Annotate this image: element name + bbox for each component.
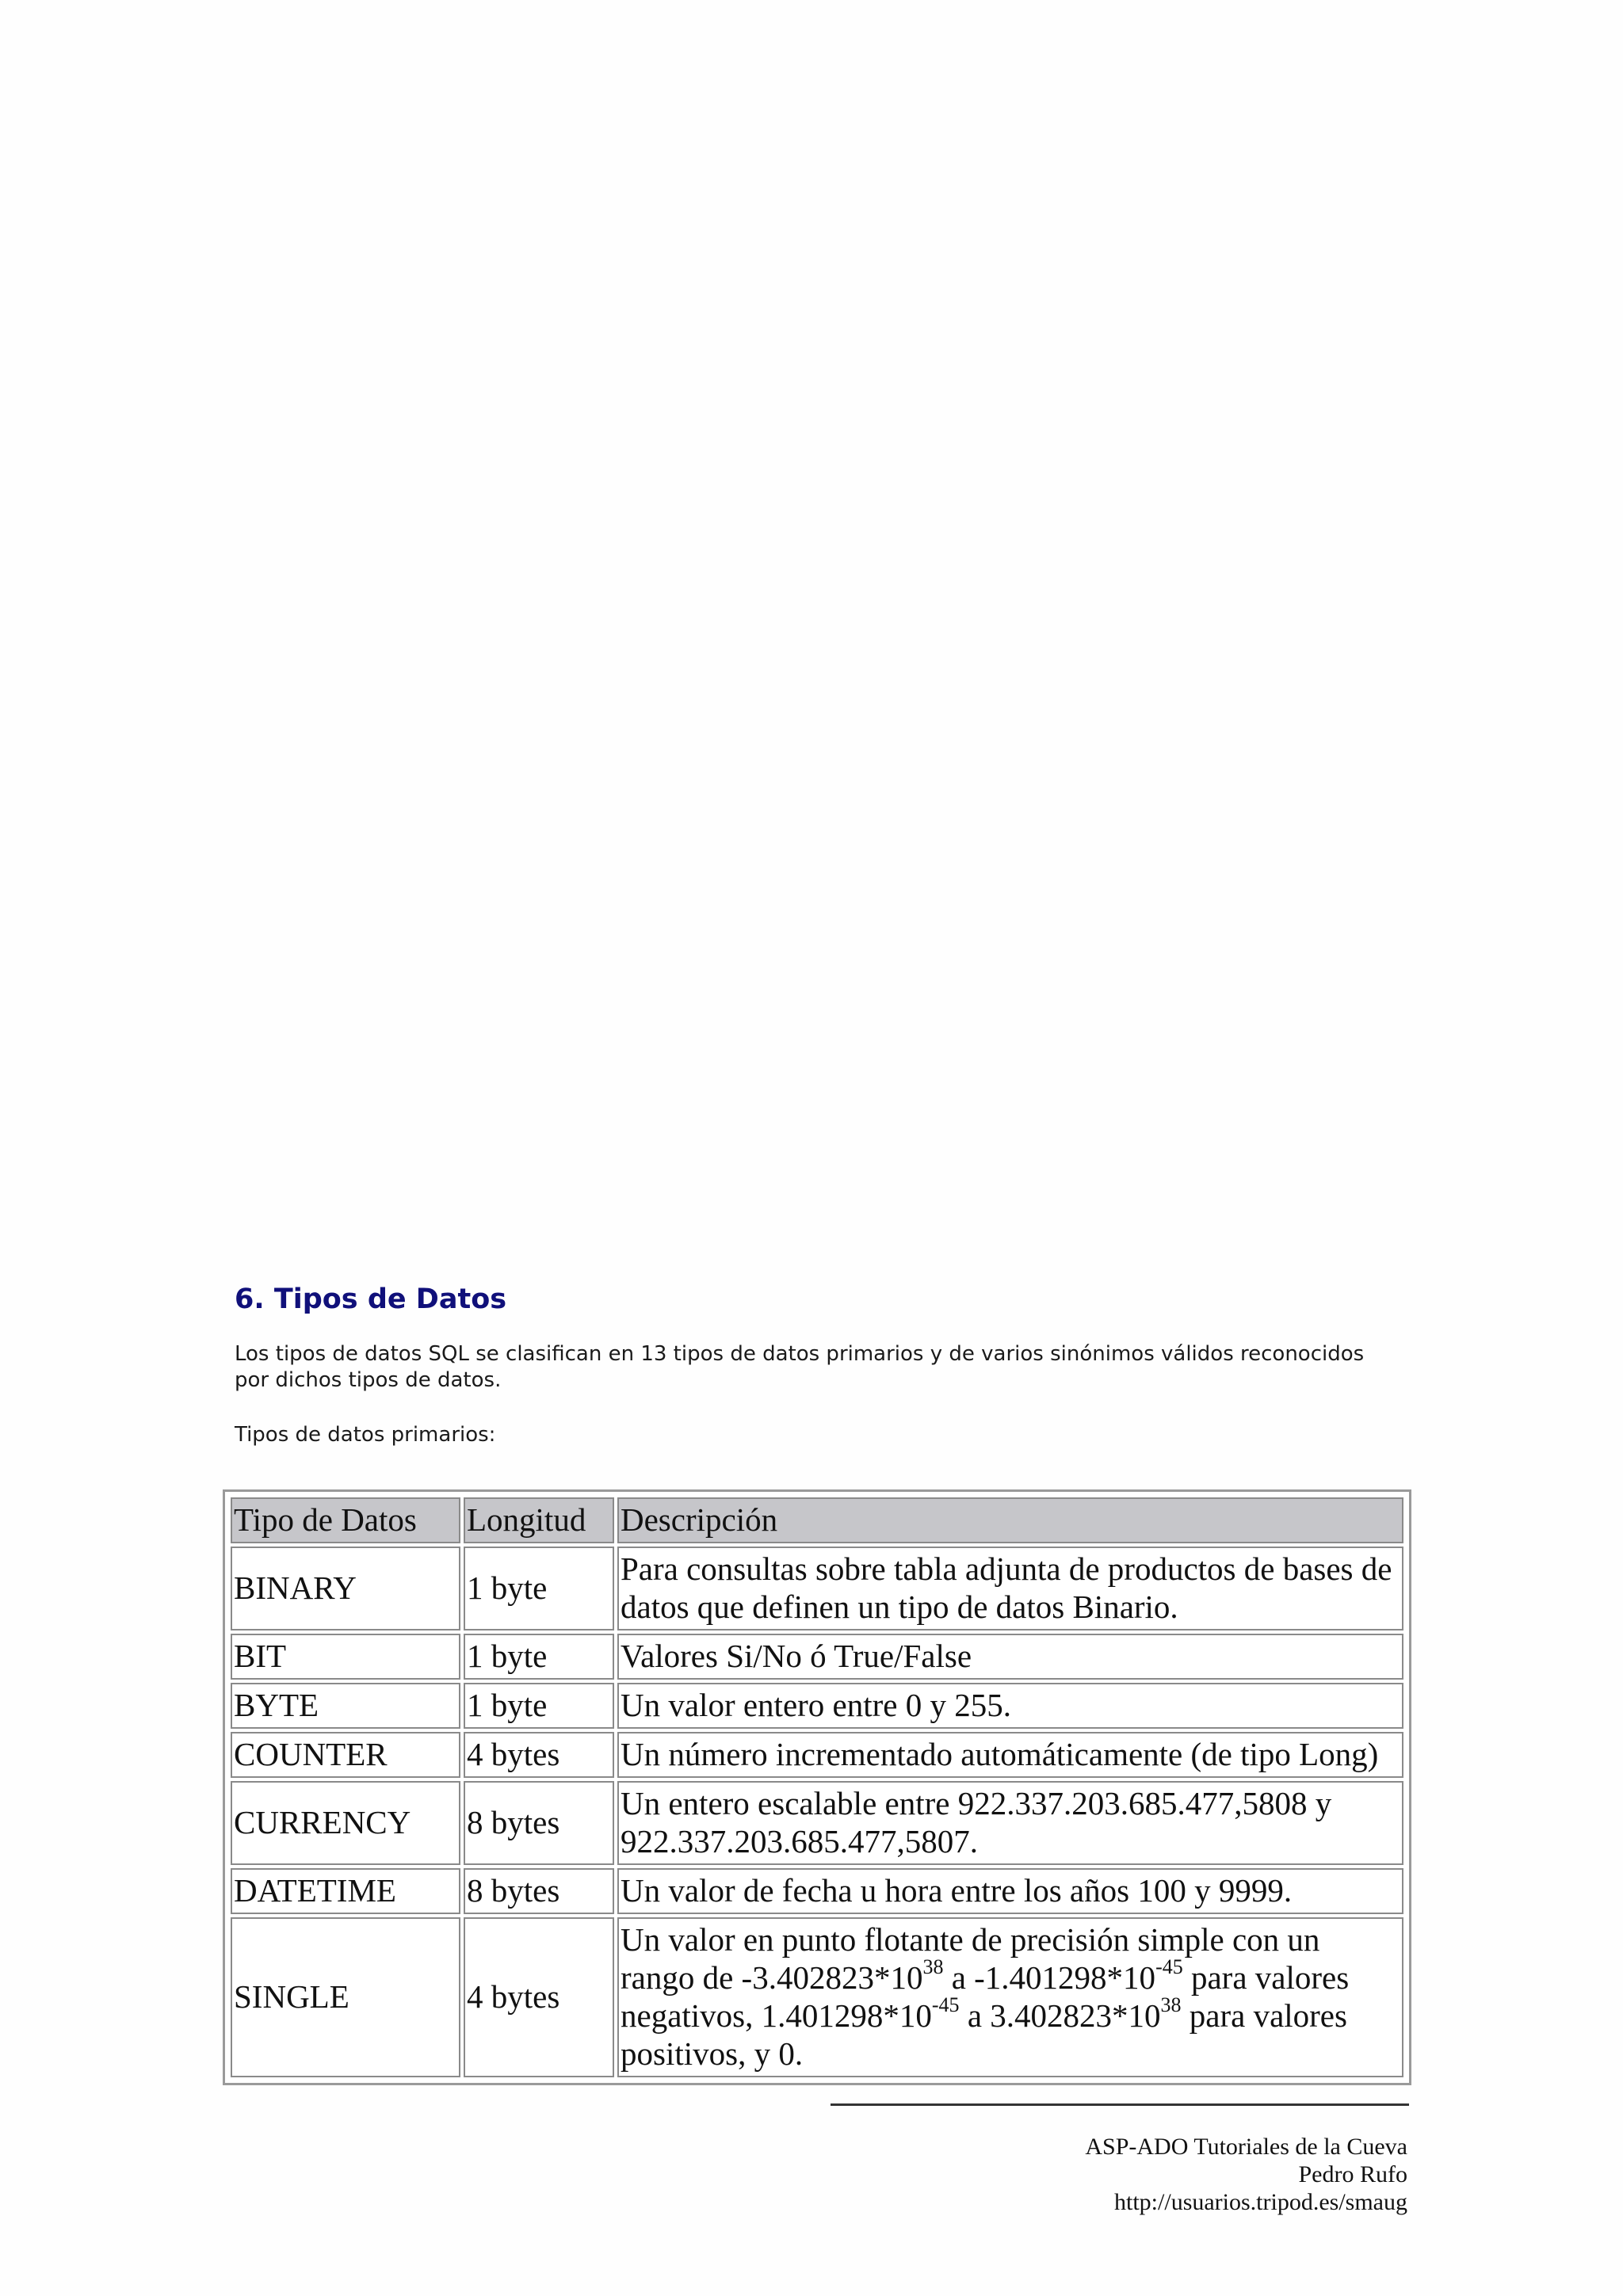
exponent: 38	[1160, 1993, 1182, 2017]
cell-type: CURRENCY	[231, 1781, 460, 1865]
table-row	[231, 1547, 1403, 1630]
cell-description: Valores Si/No ó True/False	[617, 1634, 1403, 1680]
data-types-table	[223, 1489, 1411, 2085]
cell-type: BIT	[231, 1634, 460, 1680]
cell-length: 1 byte	[464, 1683, 614, 1729]
footer-divider	[831, 2103, 1409, 2106]
cell-length: 1 byte	[464, 1547, 614, 1630]
cell-description: Para consultas sobre tabla adjunta de productos de bases de datos que definen un tipo de datos Binario.	[617, 1547, 1403, 1630]
cell-description: Un valor en punto flotante de precisión simple con un rango de $-3.402823*10^{38}$ a $-1.401298*10^{-45}$ para valores negativos, $1.401298*10^{-45}$ a $3.402823*10^{38}$ para valores positivos, y 0.	[617, 1917, 1403, 2077]
cell-length: 8 bytes	[464, 1868, 614, 1914]
cell-length: 8 bytes	[464, 1781, 614, 1865]
exponent: -45	[931, 1993, 960, 2017]
exponent: 38	[922, 1955, 944, 1979]
footer-title: ASP-ADO Tutoriales de la Cueva	[1085, 2134, 1407, 2160]
exponent: -45	[1155, 1955, 1183, 1979]
table-row	[231, 1917, 1403, 2077]
cell-description: Un entero escalable entre 922.337.203.685.477,5808 y 922.337.203.685.477,5807.	[617, 1781, 1403, 1865]
section-heading: 6. Tipos de Datos	[235, 1283, 507, 1315]
intro-paragraph: Los tipos de datos SQL se clasifican en 13 tipos de datos primarios y de varios sinónimos válidos reconocidos por dichos tipos de datos.	[235, 1342, 1365, 1392]
cell-type: COUNTER	[231, 1732, 460, 1778]
cell-length: 1 byte	[464, 1634, 614, 1680]
cell-type: DATETIME	[231, 1868, 460, 1914]
cell-description: Un valor de fecha u hora entre los años 100 y 9999.	[617, 1868, 1403, 1914]
cell-length: 4 bytes	[464, 1732, 614, 1778]
table-row	[231, 1781, 1403, 1865]
cell-description: Un número incrementado automáticamente (de tipo Long)	[617, 1732, 1403, 1778]
header-type: Tipo de Datos	[231, 1497, 460, 1543]
table-row	[231, 1683, 1403, 1729]
primary-types-label: Tipos de datos primarios:	[235, 1423, 496, 1447]
cell-description: Un valor entero entre 0 y 255.	[617, 1683, 1403, 1729]
cell-type: SINGLE	[231, 1917, 460, 2077]
table-header-row	[231, 1497, 1403, 1543]
table-row	[231, 1634, 1403, 1680]
table-row	[231, 1732, 1403, 1778]
footer-url: http://usuarios.tripod.es/smaug	[1114, 2189, 1407, 2215]
header-description: Descripción	[617, 1497, 1403, 1543]
cell-type: BINARY	[231, 1547, 460, 1630]
cell-length: 4 bytes	[464, 1917, 614, 2077]
table-row	[231, 1868, 1403, 1914]
cell-type: BYTE	[231, 1683, 460, 1729]
header-length: Longitud	[464, 1497, 614, 1543]
footer-author: Pedro Rufo	[1298, 2161, 1407, 2187]
